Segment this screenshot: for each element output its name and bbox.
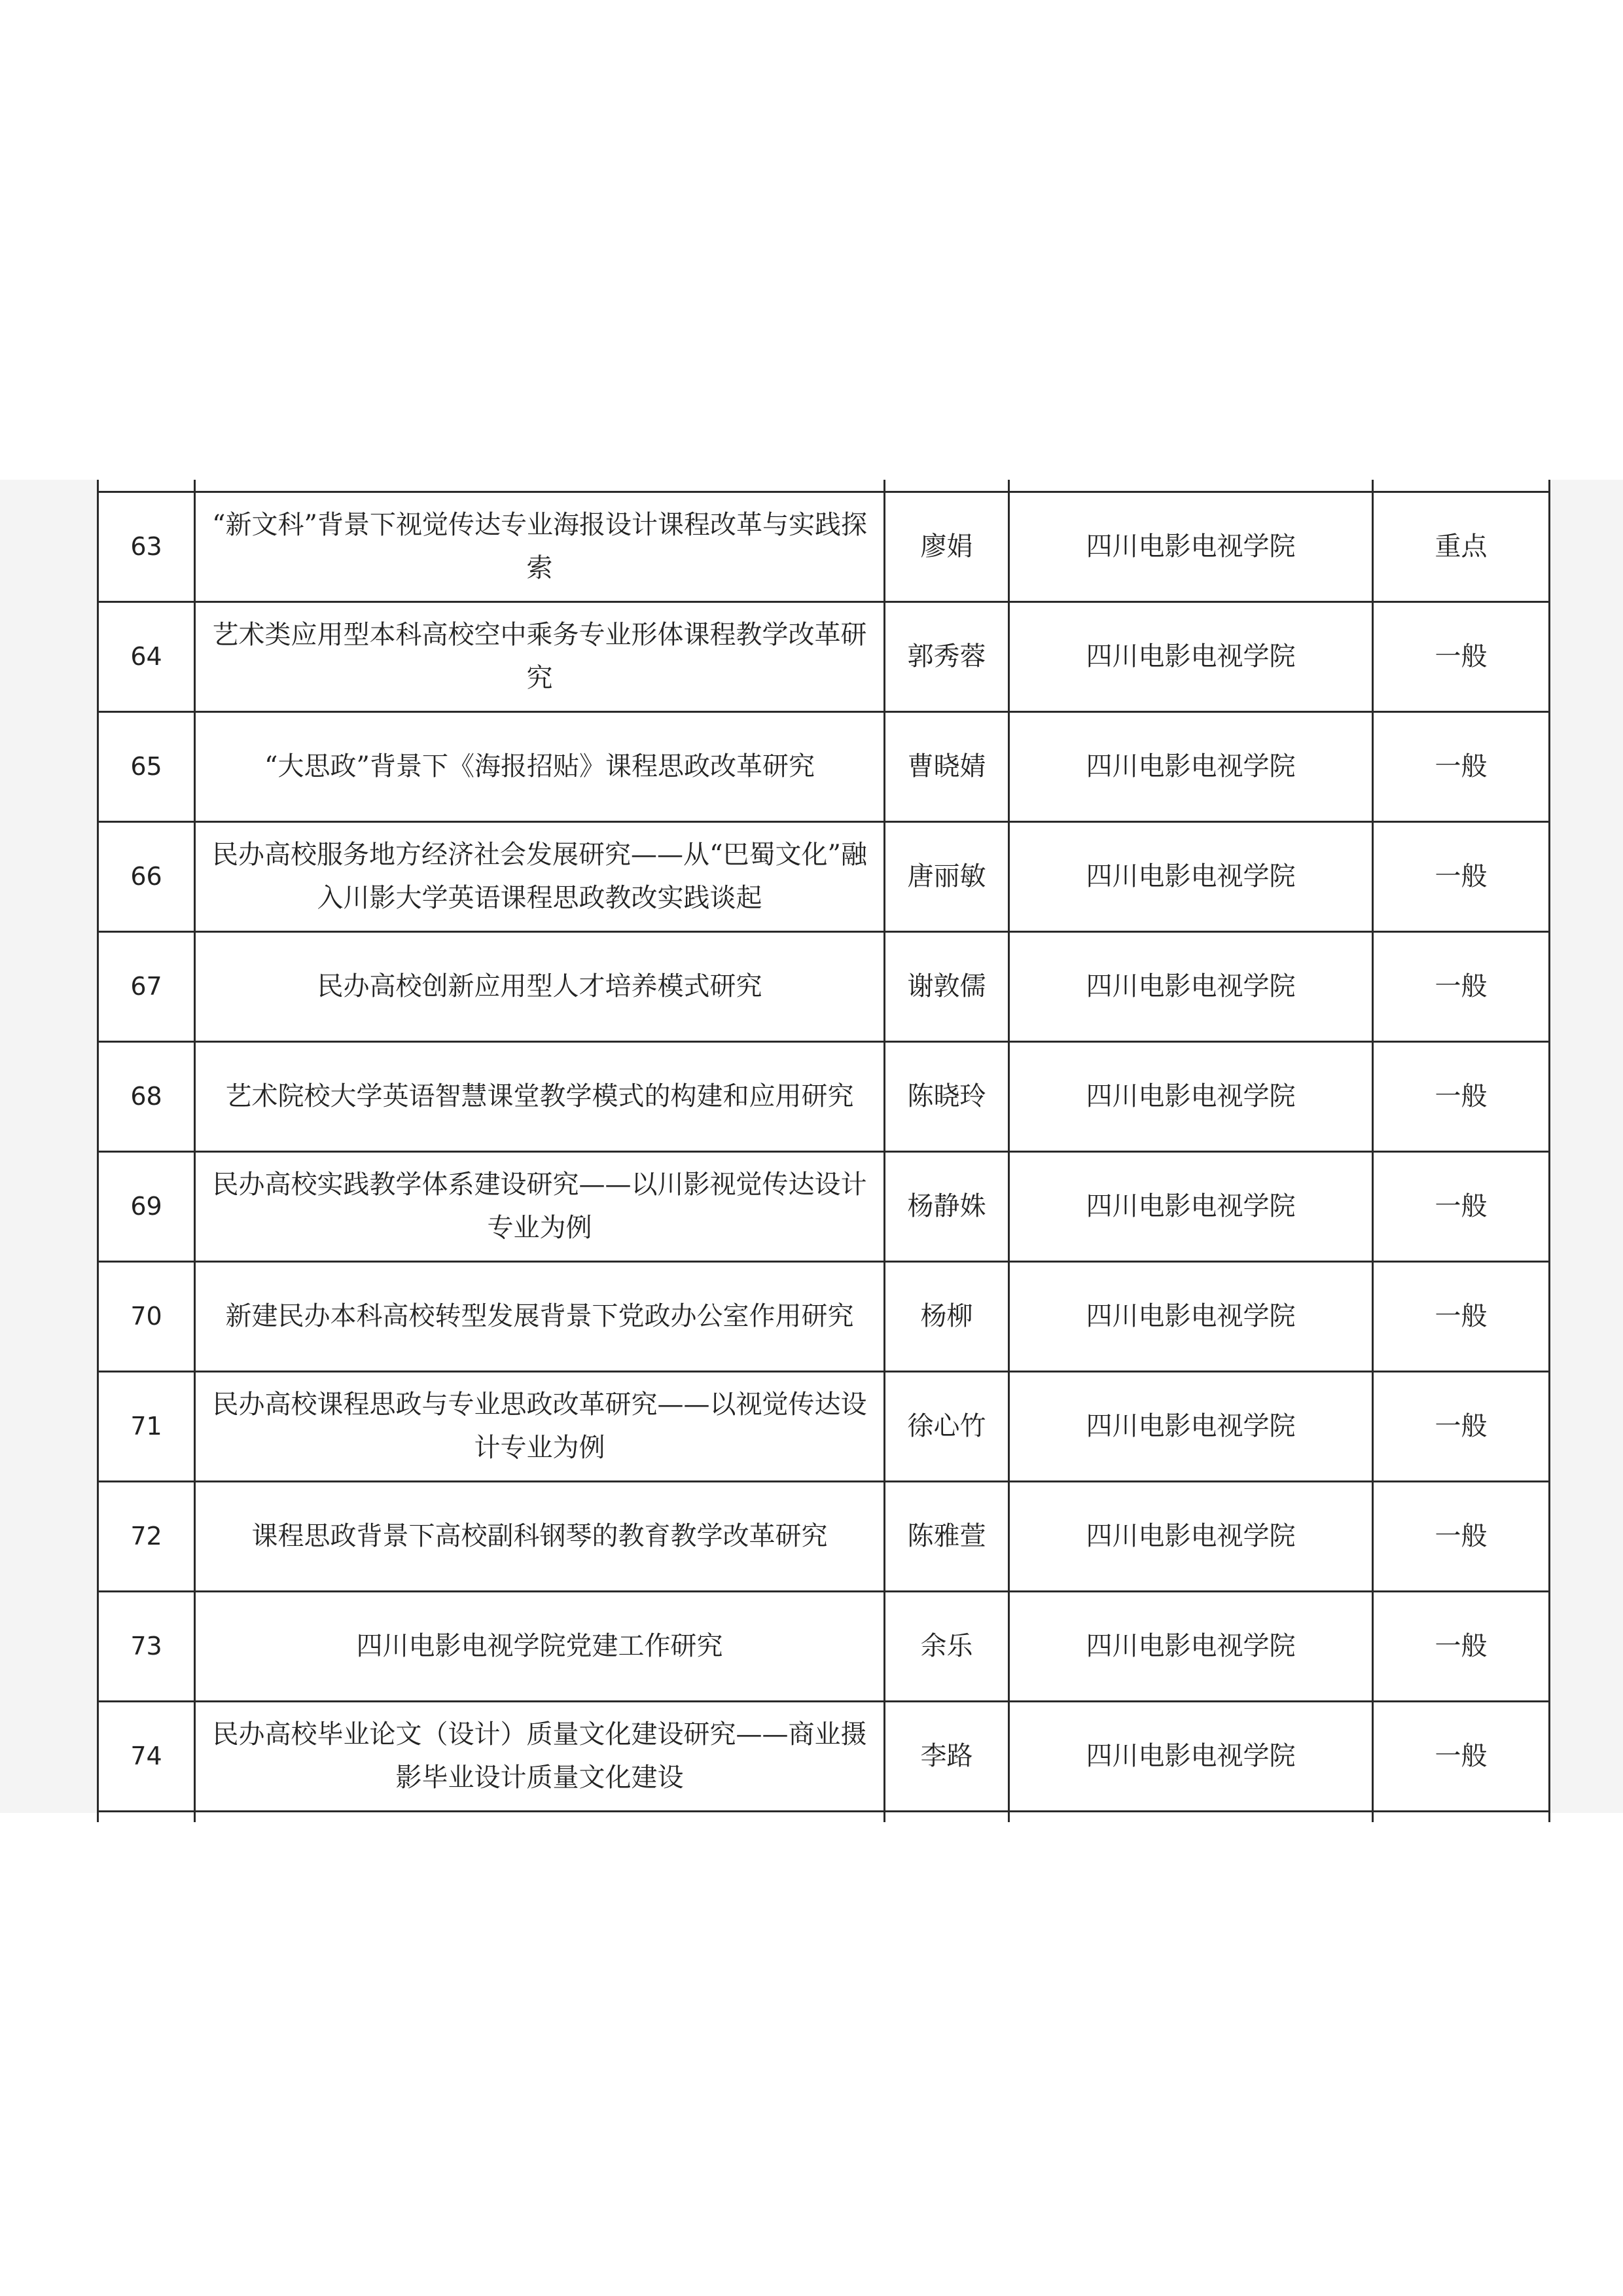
institution-name: 四川电影电视学院 — [1009, 1481, 1373, 1591]
table-row — [98, 931, 1550, 1041]
institution-name: 四川电影电视学院 — [1009, 1371, 1373, 1481]
row-number: 65 — [98, 711, 195, 821]
project-leader: 陈雅萱 — [885, 1481, 1009, 1591]
project-level: 一般 — [1373, 1701, 1550, 1811]
project-title: 民办高校创新应用型人才培养模式研究 — [195, 931, 885, 1041]
institution-name: 四川电影电视学院 — [1009, 1041, 1373, 1151]
project-level: 一般 — [1373, 601, 1550, 711]
project-title: 民办高校实践教学体系建设研究——以川影视觉传达设计专业为例 — [195, 1151, 885, 1261]
project-level: 一般 — [1373, 1371, 1550, 1481]
row-number: 74 — [98, 1701, 195, 1811]
project-leader: 陈晓玲 — [885, 1041, 1009, 1151]
table-row — [98, 1151, 1550, 1261]
project-leader: 唐丽敏 — [885, 821, 1009, 931]
table-continuation-top — [98, 480, 1550, 492]
table-row — [98, 492, 1550, 601]
table-continuation-bottom — [98, 1811, 1550, 1822]
project-title: 民办高校毕业论文（设计）质量文化建设研究——商业摄影毕业设计质量文化建设 — [195, 1701, 885, 1811]
institution-name: 四川电影电视学院 — [1009, 601, 1373, 711]
project-level: 一般 — [1373, 1481, 1550, 1591]
project-title: “大思政”背景下《海报招贴》课程思政改革研究 — [195, 711, 885, 821]
project-level: 一般 — [1373, 821, 1550, 931]
institution-name: 四川电影电视学院 — [1009, 1151, 1373, 1261]
project-leader: 曹晓婧 — [885, 711, 1009, 821]
project-title: “新文科”背景下视觉传达专业海报设计课程改革与实践探索 — [195, 492, 885, 601]
table-row — [98, 1261, 1550, 1371]
project-list-table — [97, 480, 1550, 1822]
row-number: 73 — [98, 1591, 195, 1701]
row-number: 63 — [98, 492, 195, 601]
project-title: 民办高校课程思政与专业思政改革研究——以视觉传达设计专业为例 — [195, 1371, 885, 1481]
row-number: 68 — [98, 1041, 195, 1151]
row-number: 66 — [98, 821, 195, 931]
project-leader: 廖娟 — [885, 492, 1009, 601]
table-row — [98, 1371, 1550, 1481]
project-title: 民办高校服务地方经济社会发展研究——从“巴蜀文化”融入川影大学英语课程思政教改实践谈起 — [195, 821, 885, 931]
project-title: 四川电影电视学院党建工作研究 — [195, 1591, 885, 1701]
institution-name: 四川电影电视学院 — [1009, 711, 1373, 821]
row-number: 72 — [98, 1481, 195, 1591]
row-number: 69 — [98, 1151, 195, 1261]
project-leader: 徐心竹 — [885, 1371, 1009, 1481]
row-number: 71 — [98, 1371, 195, 1481]
project-level: 一般 — [1373, 1041, 1550, 1151]
table-row — [98, 1481, 1550, 1591]
institution-name: 四川电影电视学院 — [1009, 1261, 1373, 1371]
institution-name: 四川电影电视学院 — [1009, 1701, 1373, 1811]
row-number: 64 — [98, 601, 195, 711]
project-level: 一般 — [1373, 711, 1550, 821]
institution-name: 四川电影电视学院 — [1009, 1591, 1373, 1701]
institution-name: 四川电影电视学院 — [1009, 821, 1373, 931]
project-leader: 郭秀蓉 — [885, 601, 1009, 711]
table-row — [98, 1041, 1550, 1151]
institution-name: 四川电影电视学院 — [1009, 931, 1373, 1041]
project-leader: 余乐 — [885, 1591, 1009, 1701]
project-level: 一般 — [1373, 931, 1550, 1041]
institution-name: 四川电影电视学院 — [1009, 492, 1373, 601]
project-title: 新建民办本科高校转型发展背景下党政办公室作用研究 — [195, 1261, 885, 1371]
table-row — [98, 821, 1550, 931]
project-level: 一般 — [1373, 1591, 1550, 1701]
project-level: 一般 — [1373, 1261, 1550, 1371]
table-row — [98, 711, 1550, 821]
project-level: 重点 — [1373, 492, 1550, 601]
project-title: 艺术院校大学英语智慧课堂教学模式的构建和应用研究 — [195, 1041, 885, 1151]
project-leader: 杨柳 — [885, 1261, 1009, 1371]
project-leader: 李路 — [885, 1701, 1009, 1811]
table-row — [98, 601, 1550, 711]
table-row — [98, 1701, 1550, 1811]
project-title: 艺术类应用型本科高校空中乘务专业形体课程教学改革研究 — [195, 601, 885, 711]
project-leader: 杨静姝 — [885, 1151, 1009, 1261]
row-number: 67 — [98, 931, 195, 1041]
table-row — [98, 1591, 1550, 1701]
project-level: 一般 — [1373, 1151, 1550, 1261]
project-title: 课程思政背景下高校副科钢琴的教育教学改革研究 — [195, 1481, 885, 1591]
row-number: 70 — [98, 1261, 195, 1371]
project-leader: 谢敦儒 — [885, 931, 1009, 1041]
